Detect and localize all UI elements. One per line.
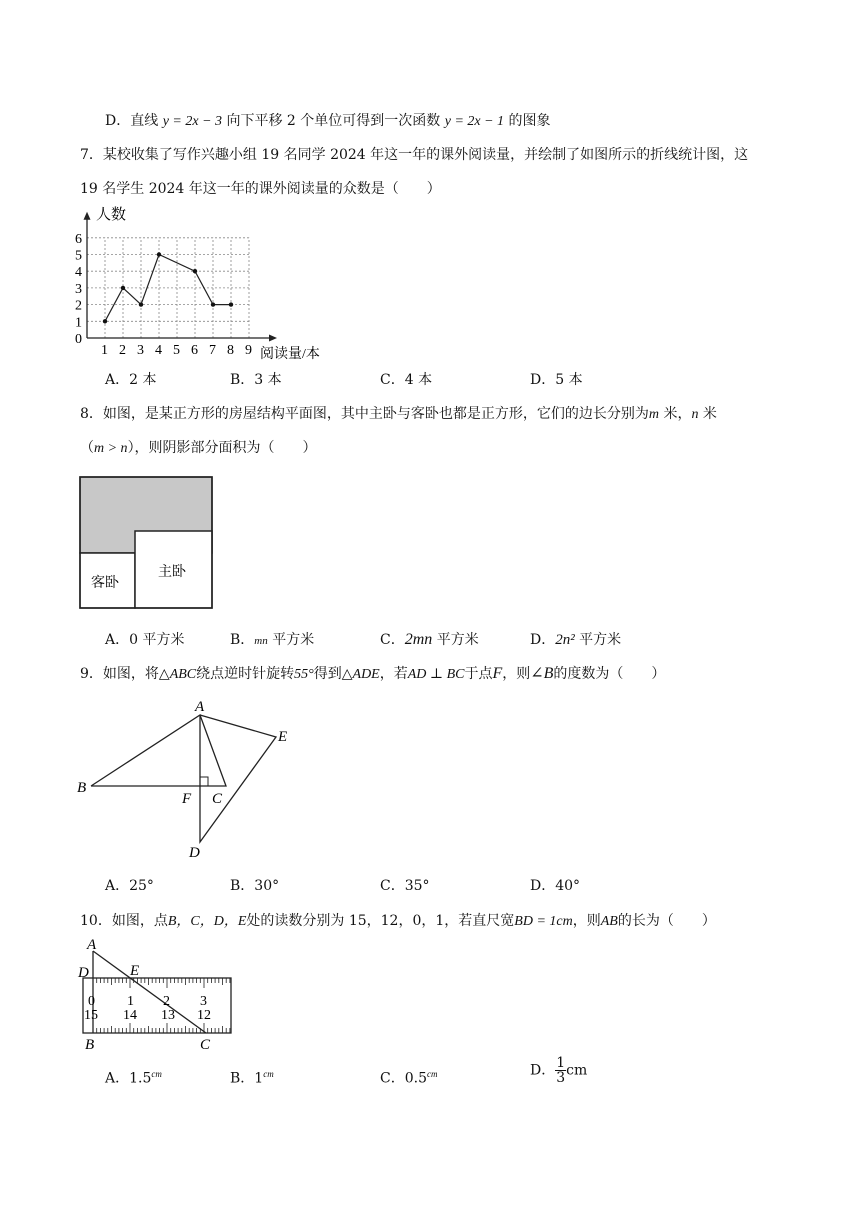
- q9-pre: 9．如图，将: [80, 666, 159, 682]
- q8-option-a[interactable]: [105, 630, 185, 650]
- q7-text-line1: 7．某校收集了写作兴趣小组 19 名同学 2024 年这一年的课外阅读量，并绘制了如图所示的折线统计图，这: [80, 147, 749, 163]
- data-point: [157, 252, 161, 256]
- q9-end: 的度数为（ ）: [553, 666, 666, 682]
- q6-eq2: y = 2x − 1: [444, 114, 505, 129]
- triangle-abc: [91, 715, 226, 786]
- q7-options: [105, 370, 805, 390]
- ruler-bottom-12: 12: [197, 1008, 211, 1023]
- q10-points: B，C，D，E: [167, 914, 247, 929]
- q10-option-b[interactable]: [230, 1064, 274, 1089]
- rotation-triangle-figure: [74, 695, 304, 860]
- q8-option-b-expr: mn: [254, 635, 268, 647]
- q7-option-d[interactable]: D．5 本: [530, 372, 583, 388]
- y-tick-label: 1: [75, 315, 82, 331]
- q8-text-line1: [80, 404, 717, 425]
- q9-mid2: 得到: [313, 666, 342, 682]
- q10-option-c[interactable]: [380, 1064, 437, 1089]
- label-c: C: [200, 1037, 211, 1053]
- chart-grid: [87, 238, 249, 338]
- q10-end: 的长为（ ）: [617, 913, 716, 929]
- q9-mid3: ，若: [379, 666, 408, 682]
- q9-angle: 55°: [294, 667, 314, 682]
- q8-option-b-label: B．: [230, 632, 255, 648]
- chart-ticks: [75, 232, 252, 358]
- q9-option-a[interactable]: A．25°: [105, 878, 154, 894]
- q8-condition: m > n: [94, 441, 128, 456]
- q8-n-unit: 米: [698, 406, 717, 422]
- q8-option-c-unit: 平方米: [432, 632, 479, 648]
- q10-option-d-unit: cm: [566, 1062, 588, 1079]
- floor-plan-figure: [78, 475, 216, 611]
- q10-option-c-unit: cm: [426, 1069, 438, 1079]
- y-axis-arrow: [84, 212, 91, 220]
- q10-option-a-unit: cm: [151, 1069, 162, 1079]
- label-c: C: [212, 791, 223, 807]
- q9-triangle-ade: △ADE: [341, 667, 380, 682]
- q9-option-d[interactable]: D．40°: [530, 878, 581, 894]
- q8-option-b-unit: 平方米: [267, 632, 315, 648]
- q8-m-unit: 米，: [659, 406, 692, 422]
- q10-mid2: ，则: [572, 913, 601, 929]
- y-axis-label: 人数: [96, 207, 127, 223]
- data-point: [121, 286, 125, 290]
- q10-option-c-label: C．: [380, 1070, 405, 1087]
- ruler-body: [83, 978, 231, 1033]
- q9-angle-b: ∠B: [530, 665, 554, 682]
- label-a: A: [87, 937, 97, 953]
- label-e: E: [278, 729, 288, 745]
- q8-option-d-label: D．: [530, 632, 556, 648]
- data-point: [229, 302, 233, 306]
- y-tick-label: 0: [75, 332, 82, 347]
- ruler-top-2: 2: [163, 994, 170, 1009]
- data-point: [103, 319, 107, 323]
- q8-options: [105, 630, 805, 650]
- q10-options: [105, 1055, 805, 1096]
- x-tick-label: 3: [137, 343, 144, 358]
- guest-room-label: 客卧: [91, 576, 119, 591]
- q10-pre: 10．如图，点: [80, 913, 168, 929]
- q8-option-b[interactable]: [230, 630, 314, 651]
- x-tick-label: 6: [191, 343, 198, 358]
- q8-option-c-label: C．: [380, 632, 405, 648]
- q7-option-b[interactable]: B．3 本: [230, 372, 282, 388]
- q9-mid4: 于点: [464, 666, 493, 682]
- triangle-ade: [200, 715, 276, 842]
- q8-line1-text: 8．如图，是某正方形的房屋结构平面图，其中主卧与客卧也都是正方形，它们的边长分别为: [80, 406, 649, 422]
- q8-line2-text: ），则阴影部分面积为（ ）: [127, 440, 317, 456]
- q10-option-c-val: 0.5: [404, 1070, 427, 1087]
- q6-end-text: 的图象: [508, 113, 551, 129]
- y-tick-label: 3: [75, 281, 82, 297]
- q10-option-d-label: D．: [530, 1062, 556, 1079]
- ruler-triangle-figure: [76, 935, 241, 1055]
- ruler-top-3: 3: [200, 994, 207, 1009]
- master-room-label: 主卧: [158, 565, 186, 580]
- q9-mid1: 绕点逆时针旋转: [196, 666, 295, 682]
- label-a: A: [195, 699, 205, 715]
- q10-text: [80, 911, 716, 932]
- ruler-top-1: 1: [127, 994, 134, 1009]
- q9-point-f: F: [492, 665, 503, 682]
- q10-option-b-label: B．: [230, 1070, 255, 1087]
- q8-option-a-label: A．: [105, 632, 130, 648]
- x-tick-label: 2: [119, 343, 126, 358]
- q10-option-b-val: 1: [254, 1070, 264, 1087]
- label-b: B: [77, 780, 87, 796]
- q9-triangle-abc: △ABC: [158, 667, 197, 682]
- x-tick-label: 8: [227, 343, 234, 358]
- label-f: F: [182, 791, 192, 807]
- fraction-denominator: 3: [556, 1070, 566, 1086]
- reading-line-chart: [70, 203, 370, 365]
- q8-text-line2: [80, 438, 317, 459]
- label-e: E: [130, 963, 140, 979]
- q6-option-d: [105, 111, 551, 132]
- q8-var-n: n: [691, 407, 699, 422]
- q10-mid: 处的读数分别为 15，12，0，1，若直尺宽: [246, 913, 515, 929]
- x-tick-label: 9: [245, 343, 252, 358]
- x-axis-label: 阅读量/本: [260, 347, 320, 362]
- ruler-ticks-bottom: [93, 1023, 230, 1033]
- q10-option-d[interactable]: [530, 1056, 587, 1085]
- q7-option-c[interactable]: C．4 本: [380, 372, 433, 388]
- data-point: [193, 269, 197, 273]
- y-tick-label: 6: [75, 231, 82, 247]
- q7-option-a[interactable]: A．2 本: [105, 372, 157, 388]
- q6-option-d-label: D．直线: [105, 113, 159, 129]
- q9-options: [105, 876, 805, 896]
- q9-mid5: ，则: [502, 666, 531, 682]
- ruler-bottom-15: 15: [84, 1008, 98, 1023]
- q10-option-a-label: A．: [105, 1070, 130, 1087]
- line-ac: [93, 951, 206, 1033]
- label-d: D: [189, 845, 200, 860]
- y-tick-label: 2: [75, 298, 82, 314]
- ruler-top-0: 0: [88, 994, 95, 1009]
- q8-paren-open: （: [80, 440, 94, 456]
- q8-var-m: m: [648, 407, 660, 422]
- q8-option-c-expr: 2mn: [404, 631, 433, 648]
- q8-option-c[interactable]: [380, 630, 479, 650]
- q8-option-d[interactable]: [530, 630, 621, 650]
- right-angle-mark: [200, 777, 208, 786]
- q9-text: [80, 664, 665, 685]
- q9-option-c[interactable]: C．35°: [380, 878, 430, 894]
- q6-mid-text: 向下平移 2 个单位可得到一次函数: [226, 113, 441, 129]
- q9-option-b[interactable]: B．30°: [230, 878, 280, 894]
- q10-width-eq: BD = 1cm: [514, 914, 573, 929]
- fraction-numerator: 1: [556, 1055, 566, 1071]
- x-tick-label: 4: [155, 343, 162, 358]
- q9-perp: AD ⊥ BC: [407, 667, 465, 682]
- data-point: [211, 302, 215, 306]
- q10-option-b-unit: cm: [263, 1069, 274, 1079]
- q10-option-a-val: 1.5: [129, 1070, 152, 1087]
- y-tick-label: 5: [75, 248, 82, 264]
- q8-option-a-expr: 0: [129, 632, 139, 648]
- x-tick-label: 7: [209, 343, 216, 358]
- x-axis-arrow: [269, 335, 277, 342]
- q10-ab: AB: [600, 914, 618, 929]
- data-point: [139, 302, 143, 306]
- label-b: B: [85, 1037, 95, 1053]
- chart-axes: [84, 212, 278, 342]
- ruler-ticks-top: [93, 978, 230, 988]
- q8-option-d-expr: 2n²: [555, 632, 575, 648]
- y-tick-label: 4: [75, 265, 82, 281]
- q8-option-a-unit: 平方米: [138, 632, 185, 648]
- ruler-bottom-14: 14: [123, 1008, 137, 1023]
- ruler-bottom-13: 13: [161, 1008, 175, 1023]
- label-d: D: [78, 965, 89, 981]
- x-tick-label: 5: [173, 343, 180, 358]
- q10-option-a[interactable]: [105, 1064, 162, 1089]
- q6-eq1: y = 2x − 3: [162, 114, 223, 129]
- q7-text-line2: 19 名学生 2024 年这一年的课外阅读量的众数是（ ）: [80, 181, 441, 197]
- q10-option-d-fraction: [555, 1056, 566, 1085]
- q8-option-d-unit: 平方米: [574, 632, 622, 648]
- x-tick-label: 1: [101, 343, 108, 358]
